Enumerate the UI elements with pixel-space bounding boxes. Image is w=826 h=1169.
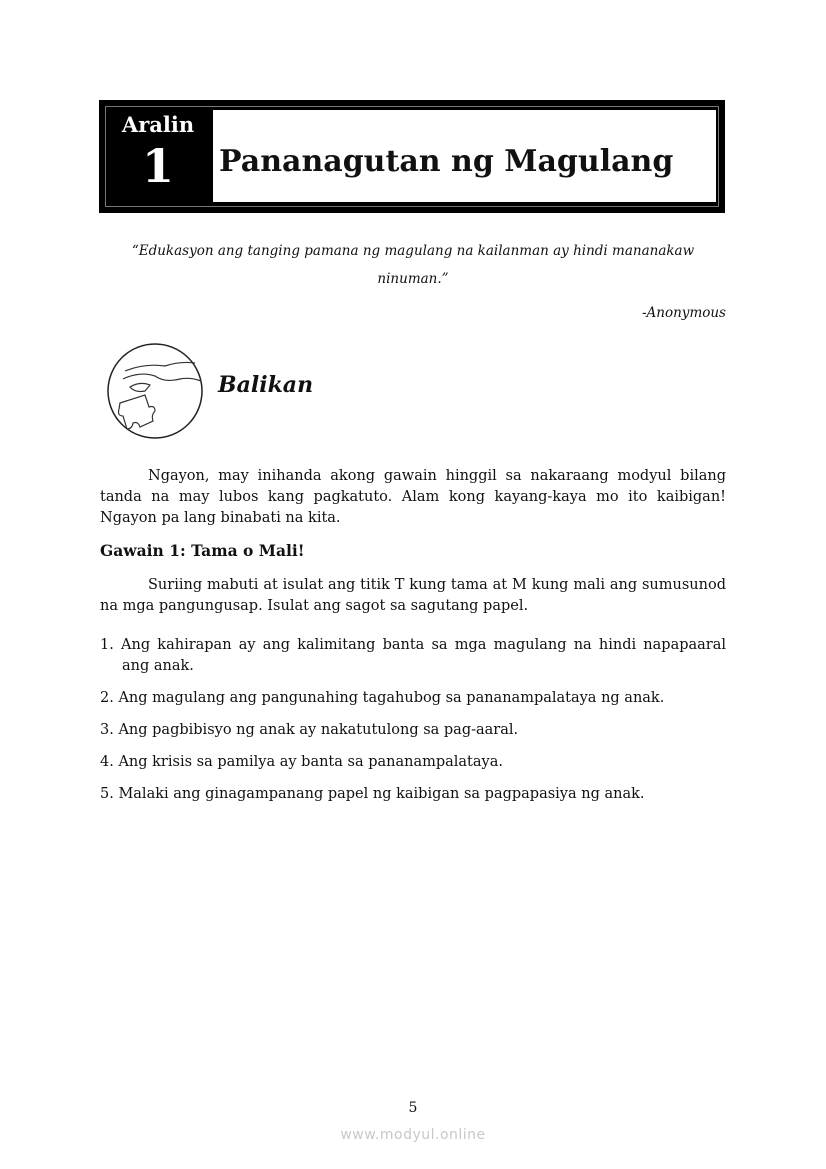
statement-list	[100, 635, 726, 816]
page-number: 5	[408, 1100, 418, 1116]
lesson-header	[99, 100, 725, 213]
watermark: www.modyul.online	[340, 1127, 486, 1143]
list-item: 1. Ang kahirapan ay ang kalimitang banta sa mga magulang na hindi napapaaral ang anak.	[100, 637, 726, 674]
aralin-label: Aralin	[121, 112, 195, 137]
intro-text: Ngayon, may inihanda akong gawain hinggil sa nakaraang modyul bilang tanda na may lubos kang pagkatuto. Alam kong kayang-kaya mo ito kaibigan! Ngayon pa lang binabati na kita.	[100, 468, 726, 526]
quote-line-1: “Edukasyon ang tanging pamana ng magulang na kailanman ay hindi mananakaw	[131, 243, 695, 259]
aralin-number: 1	[141, 139, 174, 193]
lesson-number-box	[106, 107, 210, 206]
lesson-header-inner	[105, 106, 719, 207]
instructions-text: Suriing mabuti at isulat ang titik T kung tama at M kung mali ang sumusunod na mga pangungusap. Isulat ang sagot sa sagutang papel.	[100, 577, 726, 614]
activity-title: Gawain 1: Tama o Mali!	[100, 541, 305, 560]
list-item: 3. Ang pagbibisyo ng anak ay nakatutulong sa pag-aaral.	[100, 722, 519, 738]
puzzle-hand-icon	[105, 341, 205, 441]
quote-line-2: ninuman.”	[377, 271, 449, 287]
list-item: 4. Ang krisis sa pamilya ay banta sa pananampalataya.	[100, 754, 503, 770]
lesson-title-box	[212, 109, 717, 203]
quote-author: -Anonymous	[641, 305, 726, 321]
activity-instructions	[100, 575, 726, 617]
list-item: 5. Malaki ang ginagampanang papel ng kaibigan sa pagpapasiya ng anak.	[100, 786, 645, 802]
section-title: Balikan	[218, 372, 314, 398]
list-item: 2. Ang magulang ang pangunahing tagahubog sa pananampalataya ng anak.	[100, 690, 665, 706]
intro-paragraph	[100, 466, 726, 529]
lesson-title: Pananagutan ng Magulang	[219, 144, 674, 179]
